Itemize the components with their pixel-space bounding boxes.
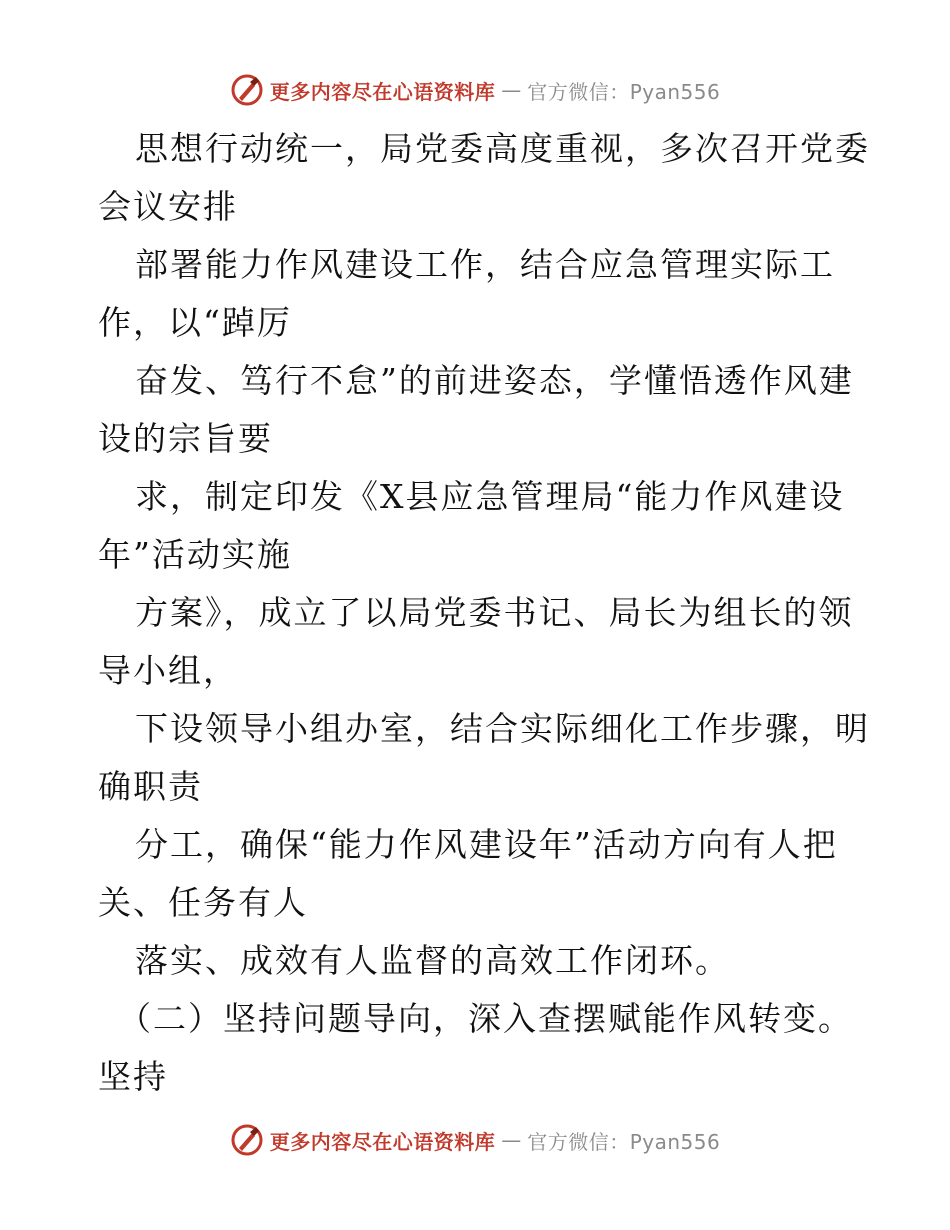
text-line: 求，制定印发《X县应急管理局“能力作风建设 bbox=[135, 477, 845, 516]
text-line: 分工，确保“能力作风建设年”活动方向有人把 bbox=[135, 825, 838, 864]
text-line: 思想行动统一，局党委高度重视，多次召开党委 bbox=[135, 129, 870, 168]
text-line: 年”活动实施 bbox=[98, 535, 292, 574]
text-line: 部署能力作风建设工作，结合应急管理实际工 bbox=[135, 245, 835, 284]
watermark-separator: — bbox=[501, 1128, 522, 1152]
text-line: 设的宗旨要 bbox=[98, 419, 273, 458]
watermark-main-text: 更多内容尽在心语资料库 bbox=[269, 79, 496, 104]
watermark-wechat-text: 官方微信：Pyan556 bbox=[527, 79, 721, 104]
text-line: 方案》，成立了以局党委书记、局长为组长的领 bbox=[135, 593, 854, 632]
watermark-main-text: 更多内容尽在心语资料库 bbox=[269, 1129, 496, 1154]
footer-watermark bbox=[0, 1120, 950, 1160]
header-watermark bbox=[0, 70, 950, 110]
document-body bbox=[98, 120, 870, 1106]
text-line: 作，以“踔厉 bbox=[98, 303, 292, 342]
text-line: 奋发、笃行不怠”的前进姿态，学懂悟透作风建 bbox=[135, 361, 854, 400]
text-line: 坚持 bbox=[98, 1057, 168, 1096]
text-line: 会议安排 bbox=[98, 187, 238, 226]
section-heading-line: （二）坚持问题导向，深入查摆赋能作风转变。 bbox=[118, 999, 853, 1038]
text-line: 落实、成效有人监督的高效工作闭环。 bbox=[135, 941, 730, 980]
text-line: 导小组， bbox=[98, 651, 238, 690]
pen-logo-icon bbox=[230, 1123, 264, 1157]
text-line: 确职责 bbox=[98, 767, 203, 806]
text-line: 下设领导小组办室，结合实际细化工作步骤，明 bbox=[135, 709, 870, 748]
pen-logo-icon bbox=[230, 73, 264, 107]
watermark-separator: — bbox=[501, 78, 522, 102]
text-line: 关、任务有人 bbox=[98, 883, 308, 922]
watermark-wechat-text: 官方微信：Pyan556 bbox=[527, 1129, 721, 1154]
